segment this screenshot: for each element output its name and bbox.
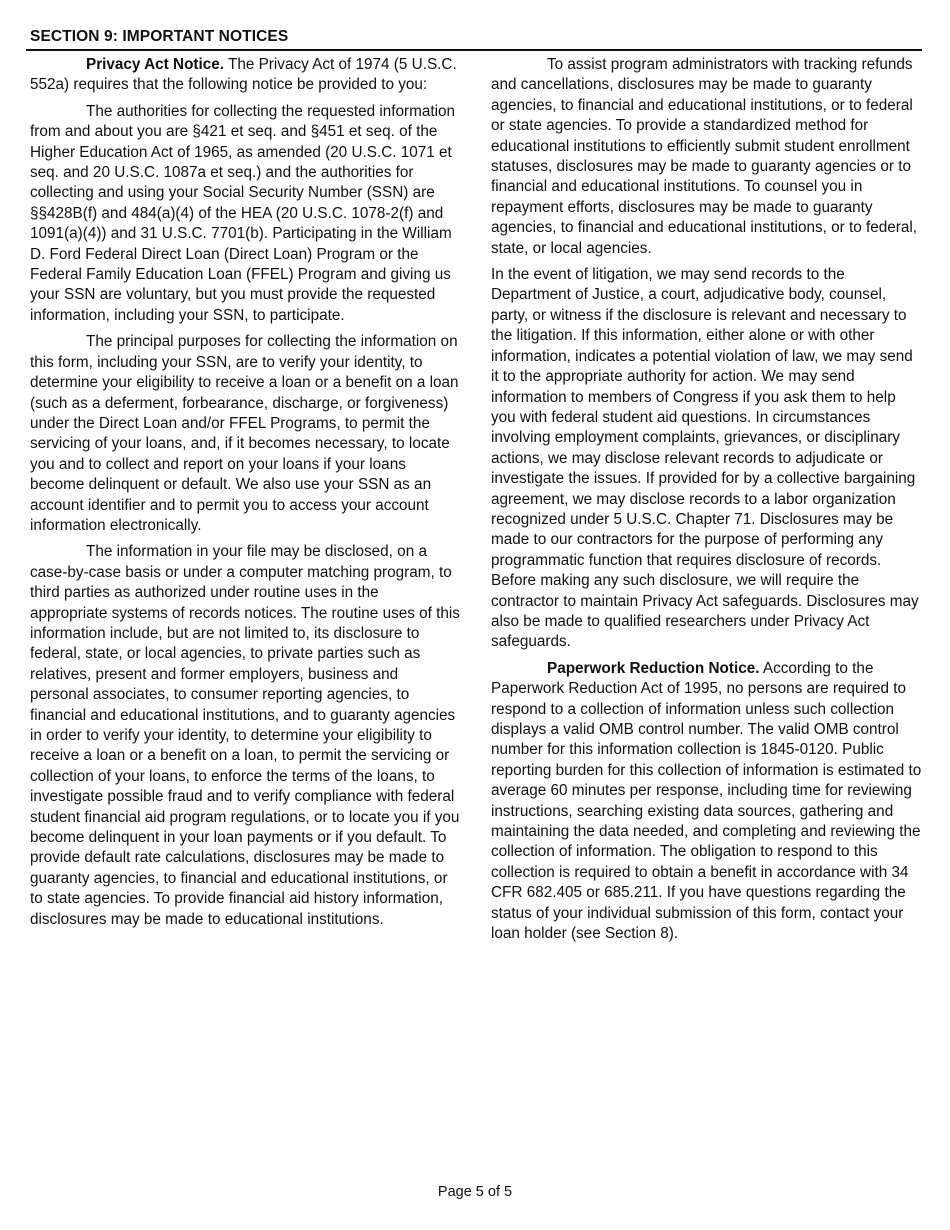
- paperwork-reduction-heading: Paperwork Reduction Notice.: [547, 659, 760, 677]
- left-column: [30, 55, 460, 936]
- section-title: SECTION 9: IMPORTANT NOTICES: [30, 28, 289, 45]
- paperwork-reduction-paragraph: [491, 659, 923, 945]
- paperwork-reduction-body: According to the Paperwork Reduction Act of 1995, no persons are required to respond to a collection of information unless such collection displays a valid OMB control number. The valid OMB control number for this information collection is 1845-0120. Public reporting burden for this collection of information is estimated to average 60 minutes per response, including time for reviewing instructions, searching existing data sources, gathering and maintaining the data needed, and completing and reviewing the collection of information. The obligation to respond to this collection is required to obtain a benefit in accordance with 34 CFR 682.405 or 685.211. If you have questions regarding the status of your individual submission of this form, contact your loan holder (see Section 8).: [491, 659, 922, 943]
- tracking-disclosures-paragraph: To assist program administrators with tracking refunds and cancellations, disclosures may be made to guaranty agencies, to financial and educational institutions, or to federal or state agencies. To provide a standardized method for educational institutions to efficiently submit student enrollment statuses, disclosures may be made to guaranty agencies or to financial and educational institutions. To counsel you in repayment efforts, disclosures may be made to guaranty agencies, to financial and educational institutions, or to federal, state, or local agencies.: [491, 56, 918, 257]
- right-column: [491, 55, 923, 950]
- privacy-act-heading: Privacy Act Notice.: [86, 56, 225, 73]
- page-number: Page 5 of 5: [437, 1184, 513, 1200]
- principal-purposes-paragraph: The principal purposes for collecting the information on this form, including your SSN, are to verify your identity, to determine your eligibility to receive a loan or a benefit on a loan (such as a deferment, forbearance, discharge, or forgiveness) under the Direct Loan and/or FFEL Programs, to permit the servicing of your loans, and, if it becomes necessary, to locate you and to collect and report on your loans if your loans become delinquent or default. We also use your SSN as an account identifier and to permit you to access your account information electronically.: [30, 333, 459, 534]
- routine-uses-paragraph: The information in your file may be disclosed, on a case-by-case basis or under a computer matching program, to third parties as authorized under routine uses in the appropriate systems of records notices. The routine uses of this information include, but are not limited to, its disclosure to federal, state, or local agencies, to private parties such as relatives, present and former employers, business and personal associates, to consumer reporting agencies, to financial and educational institutions, and to guaranty agencies in order to verify your identity, to determine your eligibility to receive a loan or a benefit on a loan, to permit the servicing or collection of your loans, to enforce the terms of the loans, to investigate possible fraud and to verify compliance with federal student financial aid program regulations, or to locate you if you become delinquent in your loan payments or if you default. To provide default rate calculations, disclosures may be made to guaranty agencies, to financial and educational institutions, or to state agencies. To provide financial aid history information, disclosures may be made to educational institutions.: [30, 543, 460, 928]
- privacy-act-intro: The Privacy Act of 1974 (5 U.S.C. 552a) requires that the following notice be provided to you:: [30, 56, 457, 94]
- header-divider: [26, 49, 922, 51]
- authorities-paragraph: The authorities for collecting the requested information from and about you are §421 et seq. and §451 et seq. of the Higher Education Act of 1965, as amended (20 U.S.C. 1071 et seq. and 20 U.S.C. 1087a et seq.) and the authorities for collecting and using your Social Security Number (SSN) are §§428B(f) and 484(a)(4) of the HEA (20 U.S.C. 1078-2(f) and 1091(a)(4)) and 31 U.S.C. 7701(b). Participating in the William D. Ford Federal Direct Loan (Direct Loan) Program or the Federal Family Education Loan (FFEL) Program and giving us your SSN are voluntary, but you must provide the requested information, including your SSN, to participate.: [30, 102, 456, 324]
- privacy-act-notice-paragraph: [30, 55, 460, 96]
- litigation-paragraph: In the event of litigation, we may send records to the Department of Justice, a court, adjudicative body, counsel, party, or witness if the disclosure is relevant and necessary to the litigation. If this information, either alone or with other information, indicates a potential violation of law, we may send it to the appropriate authority for action. We may send information to members of Congress if you ask them to help you with federal student aid questions. In circumstances involving employment complaints, grievances, or disciplinary actions, we may disclose relevant records to adjudicate or investigate the issues. If provided for by a collective bargaining agreement, we may disclose records to a labor organization recognized under 5 U.S.C. Chapter 71. Disclosures may be made to our contractors for the purpose of performing any programmatic function that requires disclosure of records. Before making any such disclosure, we will require the contractor to maintain Privacy Act safeguards. Disclosures may also be made to qualified researchers under Privacy Act safeguards.: [491, 266, 919, 651]
